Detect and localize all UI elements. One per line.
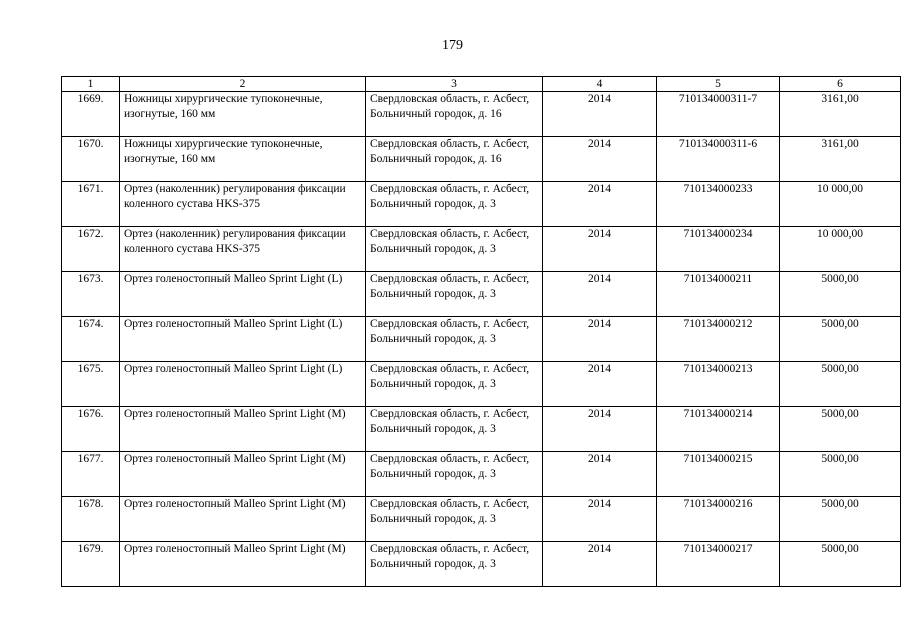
row-number: 1669. <box>62 92 120 137</box>
item-name: Ортез голеностопный Malleo Sprint Light (L) <box>120 317 366 362</box>
item-cost: 10 000,00 <box>780 182 901 227</box>
row-number: 1679. <box>62 542 120 587</box>
item-year: 2014 <box>543 362 657 407</box>
item-cost: 5000,00 <box>780 542 901 587</box>
column-header-5: 5 <box>657 77 780 92</box>
item-name: Ножницы хирургические тупоконечные, изогнутые, 160 мм <box>120 92 366 137</box>
item-address: Свердловская область, г. Асбест, Больничный городок, д. 3 <box>366 182 543 227</box>
asset-registry-table <box>61 76 901 587</box>
item-cost: 5000,00 <box>780 362 901 407</box>
inventory-number: 710134000233 <box>657 182 780 227</box>
item-address: Свердловская область, г. Асбест, Больничный городок, д. 3 <box>366 407 543 452</box>
table-body <box>62 92 901 587</box>
table-row <box>62 92 901 137</box>
item-cost: 5000,00 <box>780 497 901 542</box>
item-address: Свердловская область, г. Асбест, Больничный городок, д. 16 <box>366 137 543 182</box>
table-row <box>62 272 901 317</box>
item-year: 2014 <box>543 182 657 227</box>
inventory-number: 710134000215 <box>657 452 780 497</box>
item-name: Ортез голеностопный Malleo Sprint Light (M) <box>120 407 366 452</box>
inventory-number: 710134000211 <box>657 272 780 317</box>
item-year: 2014 <box>543 497 657 542</box>
item-address: Свердловская область, г. Асбест, Больничный городок, д. 3 <box>366 497 543 542</box>
column-number-row <box>62 77 901 92</box>
item-name: Ортез (наколенник) регулирования фиксации коленного сустава HKS-375 <box>120 227 366 272</box>
item-name: Ортез голеностопный Malleo Sprint Light (M) <box>120 542 366 587</box>
item-address: Свердловская область, г. Асбест, Больничный городок, д. 3 <box>366 542 543 587</box>
item-address: Свердловская область, г. Асбест, Больничный городок, д. 3 <box>366 362 543 407</box>
item-name: Ножницы хирургические тупоконечные, изогнутые, 160 мм <box>120 137 366 182</box>
row-number: 1671. <box>62 182 120 227</box>
inventory-number: 710134000311-7 <box>657 92 780 137</box>
column-header-4: 4 <box>543 77 657 92</box>
inventory-number: 710134000234 <box>657 227 780 272</box>
item-year: 2014 <box>543 272 657 317</box>
table-row <box>62 317 901 362</box>
table-row <box>62 452 901 497</box>
row-number: 1670. <box>62 137 120 182</box>
inventory-number: 710134000213 <box>657 362 780 407</box>
table-row <box>62 362 901 407</box>
item-cost: 3161,00 <box>780 92 901 137</box>
table-row <box>62 137 901 182</box>
inventory-number: 710134000217 <box>657 542 780 587</box>
item-year: 2014 <box>543 137 657 182</box>
item-cost: 5000,00 <box>780 407 901 452</box>
table-row <box>62 497 901 542</box>
row-number: 1676. <box>62 407 120 452</box>
item-cost: 5000,00 <box>780 452 901 497</box>
inventory-number: 710134000214 <box>657 407 780 452</box>
item-address: Свердловская область, г. Асбест, Больничный городок, д. 16 <box>366 92 543 137</box>
table-row <box>62 407 901 452</box>
row-number: 1675. <box>62 362 120 407</box>
item-name: Ортез голеностопный Malleo Sprint Light (M) <box>120 452 366 497</box>
item-address: Свердловская область, г. Асбест, Больничный городок, д. 3 <box>366 227 543 272</box>
row-number: 1674. <box>62 317 120 362</box>
row-number: 1677. <box>62 452 120 497</box>
inventory-number: 710134000212 <box>657 317 780 362</box>
column-header-1: 1 <box>62 77 120 92</box>
column-header-3: 3 <box>366 77 543 92</box>
inventory-number: 710134000216 <box>657 497 780 542</box>
item-year: 2014 <box>543 452 657 497</box>
item-address: Свердловская область, г. Асбест, Больничный городок, д. 3 <box>366 452 543 497</box>
item-cost: 5000,00 <box>780 317 901 362</box>
column-header-6: 6 <box>780 77 901 92</box>
item-name: Ортез голеностопный Malleo Sprint Light (L) <box>120 362 366 407</box>
item-address: Свердловская область, г. Асбест, Больничный городок, д. 3 <box>366 272 543 317</box>
item-cost: 5000,00 <box>780 272 901 317</box>
column-header-2: 2 <box>120 77 366 92</box>
page-number: 179 <box>442 38 463 53</box>
item-year: 2014 <box>543 317 657 362</box>
item-cost: 3161,00 <box>780 137 901 182</box>
item-year: 2014 <box>543 542 657 587</box>
row-number: 1672. <box>62 227 120 272</box>
row-number: 1673. <box>62 272 120 317</box>
row-number: 1678. <box>62 497 120 542</box>
item-name: Ортез голеностопный Malleo Sprint Light (L) <box>120 272 366 317</box>
item-name: Ортез (наколенник) регулирования фиксации коленного сустава HKS-375 <box>120 182 366 227</box>
item-address: Свердловская область, г. Асбест, Больничный городок, д. 3 <box>366 317 543 362</box>
item-name: Ортез голеностопный Malleo Sprint Light (M) <box>120 497 366 542</box>
table-row <box>62 227 901 272</box>
inventory-number: 710134000311-6 <box>657 137 780 182</box>
table-row <box>62 182 901 227</box>
table-row <box>62 542 901 587</box>
item-cost: 10 000,00 <box>780 227 901 272</box>
item-year: 2014 <box>543 92 657 137</box>
item-year: 2014 <box>543 407 657 452</box>
item-year: 2014 <box>543 227 657 272</box>
